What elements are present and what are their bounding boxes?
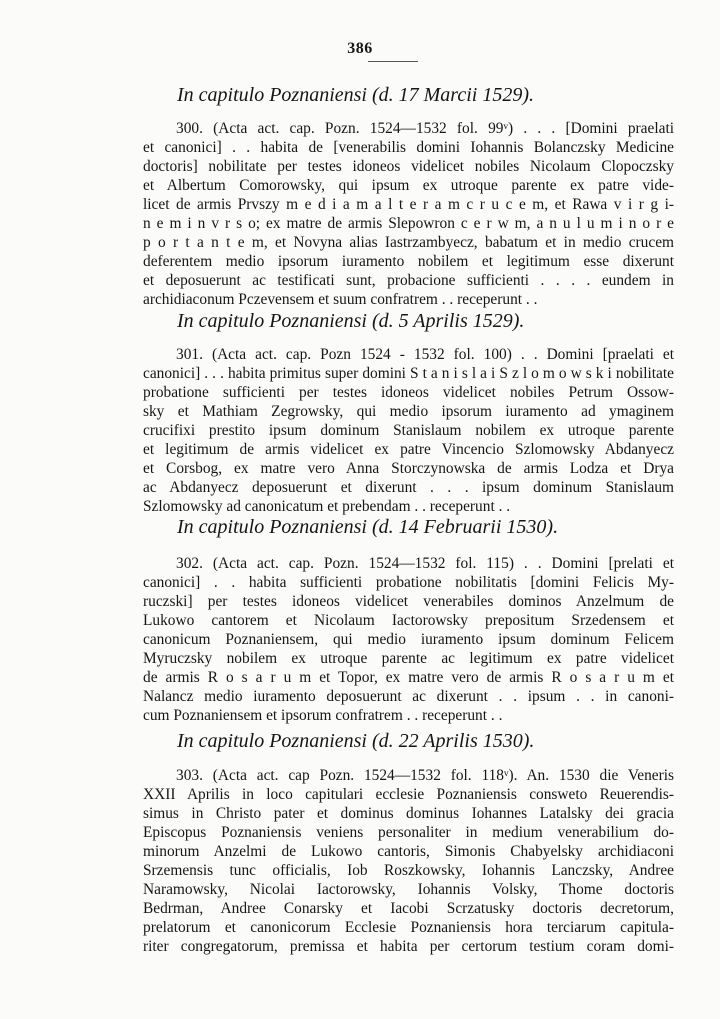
entry-301 bbox=[143, 345, 674, 516]
entry-300 bbox=[143, 119, 674, 309]
entry-line: 300. (Acta act. cap. Pozn. 1524—1532 fol. 99ᵛ) . . . [Domini praelati bbox=[176, 120, 674, 137]
entry-line: Naramowsky, Nicolai Iactorowsky, Iohannis Volsky, Thome doctoris bbox=[143, 881, 674, 898]
section-heading-2: In capitulo Poznaniensi (d. 5 Aprilis 1529). bbox=[177, 310, 525, 332]
entry-line: Episcopus Poznaniensis veniens personaliter in medium venerabilium do- bbox=[143, 824, 674, 841]
entry-line: probatione sufficienti per testes idoneos videlicet nobiles Petrum Ossow- bbox=[143, 384, 674, 401]
entry-line: riter congregatorum, premissa et habita per certorum testium coram domi- bbox=[143, 938, 674, 955]
entry-line: et canonici] . . habita de [venerabilis domini Iohannis Bolanczsky Medicine bbox=[143, 139, 674, 156]
entry-line: licet de armis Prvszy m e d i a m a l t e r a m c r u c e m, et Rawa v i r g i- bbox=[143, 196, 674, 213]
entry-line: de armis R o s a r u m et Topor, ex matre vero de armis R o s a r u m et bbox=[143, 669, 674, 686]
entry-line: et deposuerunt ac testificati sunt, probacione sufficienti . . . . eundem in bbox=[143, 272, 674, 289]
entry-line: ac Abdanyecz deposuerunt et dixerunt . . . ipsum dominum Stanislaum bbox=[143, 479, 674, 496]
entry-line: archidiaconum Pczevensem et suum confratrem . . receperunt . . bbox=[143, 291, 538, 308]
entry-line: XXII Aprilis in loco capitulari ecclesie Poznaniensis consweto Reuerendis- bbox=[143, 786, 674, 803]
entry-303 bbox=[143, 766, 674, 956]
entry-line: et legitimum de armis videlicet ex patre Vincencio Szlomowsky Abdanyecz bbox=[143, 441, 674, 458]
entry-line: n e m i n v r s o; ex matre de armis Slepowron c e r w m, a n u l u m i n o r e bbox=[143, 215, 674, 232]
section-heading-3: In capitulo Poznaniensi (d. 14 Februarii 1530). bbox=[177, 516, 559, 538]
entry-line: sky et Mathiam Zegrowsky, qui medio ipsorum iuramento ad ymaginem bbox=[143, 403, 674, 420]
page-number: 386 bbox=[347, 40, 373, 57]
entry-line: minorum Anzelmi de Lukowo cantoris, Simonis Chabyelsky archidiaconi bbox=[143, 843, 674, 860]
page-number-rule bbox=[368, 61, 418, 62]
entry-line: Nalancz medio iuramento deposuerunt ac dixerunt . . ipsum . . in canoni- bbox=[143, 688, 674, 705]
entry-line: canonicum Poznaniensem, qui medio iuramento ipsum dominum Felicem bbox=[143, 631, 674, 648]
entry-line: canonici] . . . habita primitus super domini S t a n i s l a i S z l o m o w s k i nobilitate bbox=[143, 365, 674, 382]
entry-line: Bedrman, Andree Conarsky et Iacobi Scrzatusky doctoris decretorum, bbox=[143, 900, 674, 917]
entry-line: 302. (Acta act. cap. Pozn. 1524—1532 fol. 115) . . Domini [prelati et bbox=[176, 555, 674, 572]
entry-line: 303. (Acta act. cap Pozn. 1524—1532 fol. 118ᵛ). An. 1530 die Veneris bbox=[176, 767, 674, 784]
entry-302 bbox=[143, 554, 674, 725]
entry-line: Srzemensis tunc officialis, Iob Roszkowsky, Iohannis Lanczsky, Andree bbox=[143, 862, 674, 879]
entry-line: deferentem medio ipsorum iuramento nobilem et legitimum esse dixerunt bbox=[143, 253, 674, 270]
entry-line: ruczski] per testes idoneos videlicet venerabiles dominos Anzelmum de bbox=[143, 593, 674, 610]
entry-line: et Corsbog, ex matre vero Anna Storczynowska de armis Lodza et Drya bbox=[143, 460, 674, 477]
entry-line: doctoris] nobilitate per testes idoneos videlicet nobiles Nicolaum Clopoczsky bbox=[143, 158, 674, 175]
entry-line: et Albertum Comorowsky, qui ipsum ex utroque parente ex patre vide- bbox=[143, 177, 674, 194]
entry-line: p o r t a n t e m, et Novyna alias Iastrzambyecz, babatum et in medio crucem bbox=[143, 234, 674, 251]
entry-line: Myruczsky nobilem ex utroque parente ac legitimum ex patre videlicet bbox=[143, 650, 674, 667]
entry-line: crucifixi prestito ipsum dominum Stanislaum nobilem ex utroque parente bbox=[143, 422, 674, 439]
entry-line: 301. (Acta act. cap. Pozn 1524 - 1532 fol. 100) . . Domini [praelati et bbox=[176, 346, 674, 363]
entry-line: Lukowo cantorem et Nicolaum Iactorowsky prepositum Srzedensem et bbox=[143, 612, 674, 629]
entry-line: canonici] . . habita sufficienti probatione nobilitatis [domini Felicis My- bbox=[143, 574, 674, 591]
entry-line: cum Poznaniensem et ipsorum confratrem . . receperunt . . bbox=[143, 707, 503, 724]
section-heading-1: In capitulo Poznaniensi (d. 17 Marcii 1529). bbox=[177, 84, 534, 106]
entry-line: simus in Christo pater et dominus dominus Iohannes Latalsky dei gracia bbox=[143, 805, 674, 822]
section-heading-4: In capitulo Poznaniensi (d. 22 Aprilis 1530). bbox=[177, 730, 535, 752]
entry-line: prelatorum et canonicorum Ecclesie Poznaniensis hora terciarum capitula- bbox=[143, 919, 674, 936]
entry-line: Szlomowsky ad canonicatum et prebendam . . receperunt . . bbox=[143, 498, 511, 515]
